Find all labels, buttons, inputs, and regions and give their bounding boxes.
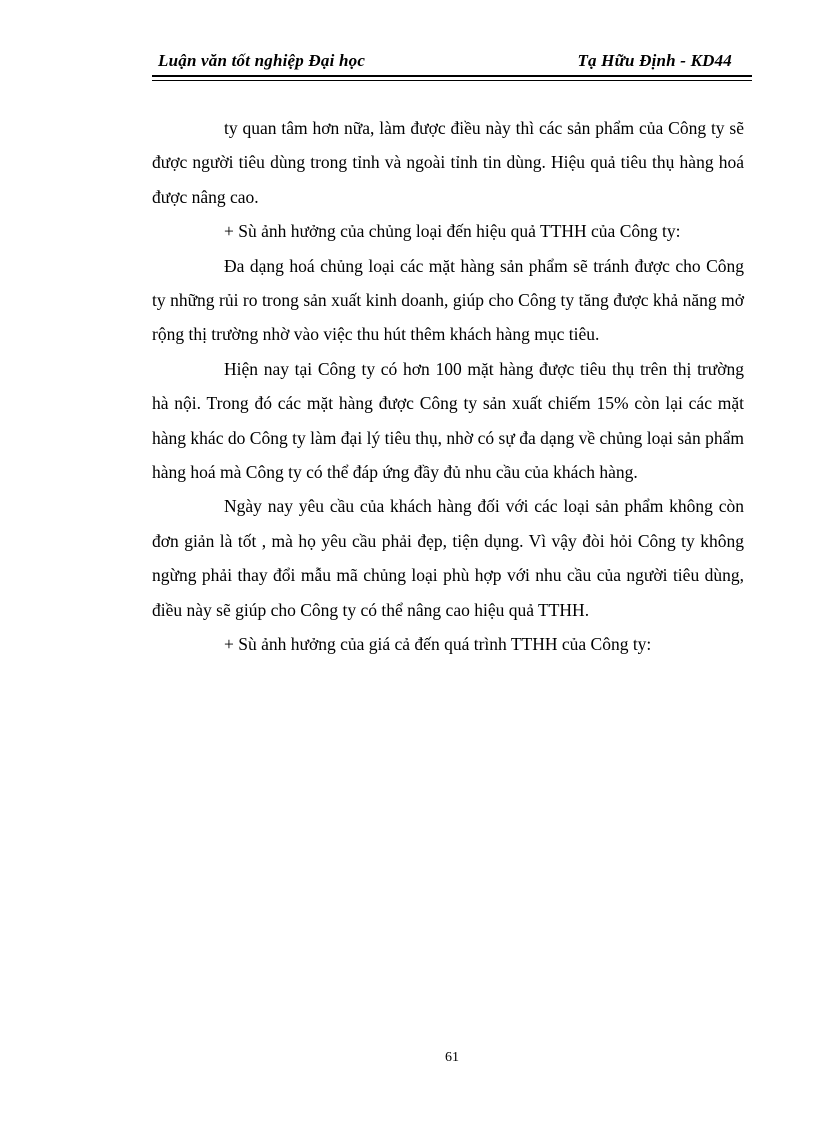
page-header bbox=[152, 47, 752, 87]
paragraph-diversification: Đa dạng hoá chủng loại các mặt hàng sản phẩm sẽ tránh được cho Công ty những rủi ro trong sản xuất kinh doanh, giúp cho Công ty tăng được khả năng mở rộng thị trường nhờ vào việc thu hút thêm khách hàng mục tiêu. bbox=[152, 255, 744, 345]
header-title: Luận văn tốt nghiệp Đại học bbox=[158, 51, 366, 70]
header-rule-thin bbox=[152, 80, 752, 81]
paragraph-current-products: Hiện nay tại Công ty có hơn 100 mặt hàng được tiêu thụ trên thị trường hà nội. Trong đó các mặt hàng được Công ty sản xuất chiếm 15% còn lại các mặt hàng khác do Công ty làm đại lý tiêu thụ, nhờ có sự đa dạng về chủng loại sản phẩm hàng hoá mà Công ty có thể đáp ứng đầy đủ nhu cầu của khách hàng. bbox=[152, 358, 744, 483]
header-author: Tạ Hữu Định - KD44 bbox=[577, 51, 732, 70]
subheading-product-variety: + Sù ảnh hưởng của chủng loại đến hiệu quả TTHH của Công ty: bbox=[224, 221, 681, 242]
body-text bbox=[152, 111, 744, 662]
header-rule-thick bbox=[152, 75, 752, 77]
paragraph-continuation: ty quan tâm hơn nữa, làm được điều này thì các sản phẩm của Công ty sẽ được người tiêu dùng trong tỉnh và ngoài tỉnh tin dùng. Hiệu quả tiêu thụ hàng hoá được nâng cao. bbox=[152, 118, 744, 207]
page-number: 61 bbox=[445, 1050, 459, 1065]
paragraph-customer-requirements: Ngày nay yêu cầu của khách hàng đối với các loại sản phẩm không còn đơn giản là tốt , mà họ yêu cầu phải đẹp, tiện dụng. Vì vậy đòi hỏi Công ty không ngừng phải thay đổi mẫu mã chủng loại phù hợp với nhu cầu của người tiêu dùng, điều này sẽ giúp cho Công ty có thể nâng cao hiệu quả TTHH. bbox=[152, 496, 744, 620]
subheading-price-influence: + Sù ảnh hưởng của giá cả đến quá trình TTHH của Công ty: bbox=[224, 634, 652, 655]
